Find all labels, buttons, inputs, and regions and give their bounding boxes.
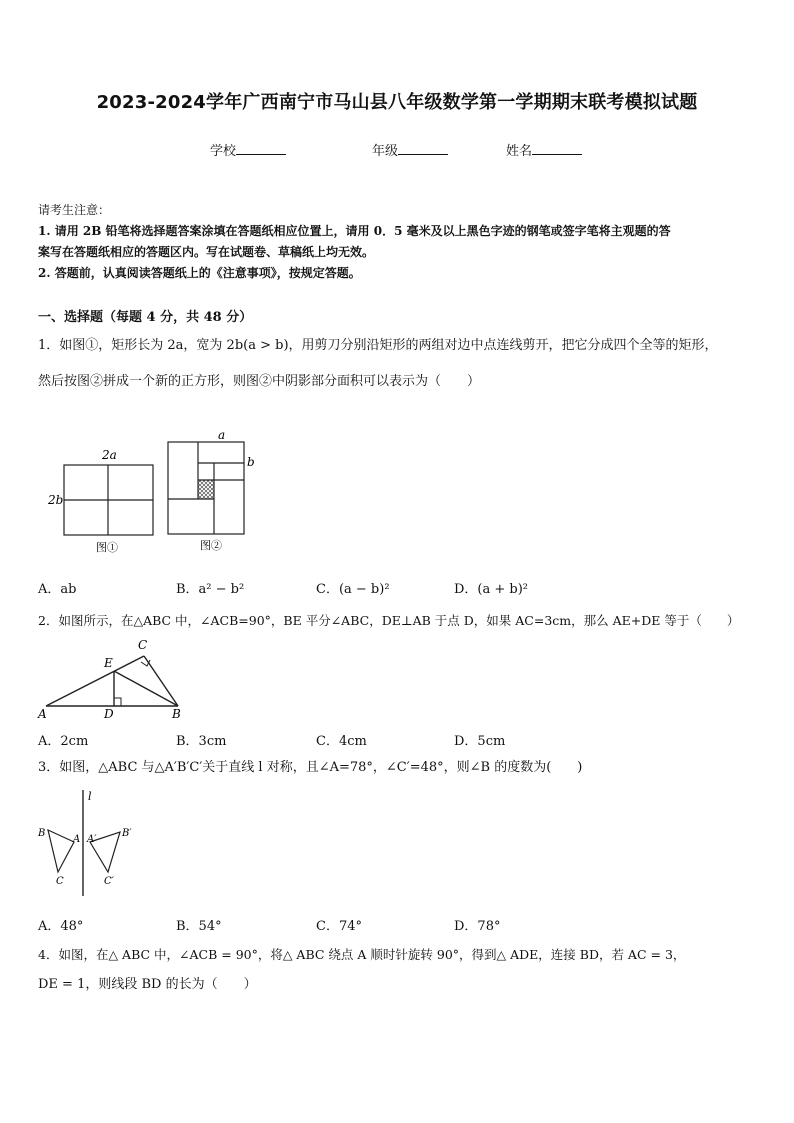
q1-option-d: D．(a + b)² [454,582,529,597]
q1-figure [40,425,270,555]
q2-label-e: E [104,656,113,670]
q2-option-a: A．2cm [38,734,89,749]
q2-option-b: B．3cm [176,734,227,749]
q1-option-a: A．ab [38,582,77,597]
school-field [210,140,286,159]
q3-option-a: A．48° [38,919,84,934]
q2-option-d: D．5cm [454,734,506,749]
school-label: 学校 [210,144,237,159]
fig2-side-label: b [247,455,255,469]
q3-label-b: B [38,828,46,839]
page-title: 2023-2024学年广西南宁市马山县八年级数学第一学期期末联考模拟试题 [96,92,698,113]
grade-field [372,140,448,159]
q3-label-a: A [73,834,81,845]
q4-line-1: 4．如图，在△ ABC 中，∠ACB = 90°，将△ ABC 绕点 A 顺时针旋转 90°，得到△ ADE，连接 BD，若 AC = 3， [38,947,686,962]
q3-label-a-prime: A′ [87,834,97,845]
fig1-side-label: 2b [48,493,64,507]
name-label: 姓名 [506,144,533,159]
q3-label-l: l [88,790,92,803]
notice-item-1-line-1: 1. 请用 2B 铅笔将选择题答案涂填在答题纸相应位置上，请用 0．5 毫米及以上黑色字迹的钢笔或签字笔将主观题的答 [38,224,671,238]
shaded-square [198,480,214,499]
q3-option-c: C．74° [316,919,362,934]
q3-label-c-prime: C′ [104,876,114,887]
q2-label-b: B [172,707,181,721]
q3-figure [30,786,150,898]
fig1-caption: 图① [96,541,118,554]
q1-option-b: B．a² − b² [176,582,245,597]
q3-label-c: C [56,876,64,887]
q2-label-d: D [104,707,114,721]
q3-option-d: D．78° [454,919,501,934]
q4-line-2: DE = 1，则线段 BD 的长为（ ） [38,977,257,992]
q3-option-b: B．54° [176,919,222,934]
grade-label: 年级 [372,144,399,159]
q1-figure-1 [47,448,153,554]
q1-line-2: 然后按图②拼成一个新的正方形，则图②中阴影部分面积可以表示为（ ） [38,374,481,389]
grade-blank [398,142,448,155]
q3-text: 3．如图，△ABC 与△A′B′C′关于直线 l 对称，且∠A=78°，∠C′=48°，则∠B 的度数为( ) [38,760,583,775]
section-heading: 一、选择题（每题 4 分，共 48 分） [38,310,253,325]
q2-label-a: A [38,707,47,721]
q2-figure [30,636,200,724]
q2-label-c: C [138,638,148,652]
notice-item-1-line-2: 案写在答题纸相应的答题区内。写在试题卷、草稿纸上均无效。 [38,245,375,259]
notice-heading: 请考生注意： [38,203,111,217]
q1-line-1: 1．如图①，矩形长为 2a，宽为 2b(a > b)，用剪刀分别沿矩形的两组对边中点连线剪开，把它分成四个全等的矩形， [38,338,718,353]
name-field [506,140,582,159]
name-blank [532,142,582,155]
q1-figure-2 [168,428,255,552]
fig2-top-label: a [218,428,226,442]
fig2-caption: 图② [200,539,222,552]
q1-option-c: C．(a − b)² [316,582,390,597]
notice-item-2: 2. 答题前，认真阅读答题纸上的《注意事项》，按规定答题。 [38,266,361,280]
q3-label-b-prime: B′ [122,828,132,839]
fig1-top-label: 2a [102,448,117,462]
q2-text: 2．如图所示，在△ABC 中，∠ACB=90°，BE 平分∠ABC，DE⊥AB 于点 D，如果 AC=3cm，那么 AE+DE 等于（ ） [38,613,740,628]
q2-option-c: C．4cm [316,734,367,749]
school-blank [236,142,286,155]
